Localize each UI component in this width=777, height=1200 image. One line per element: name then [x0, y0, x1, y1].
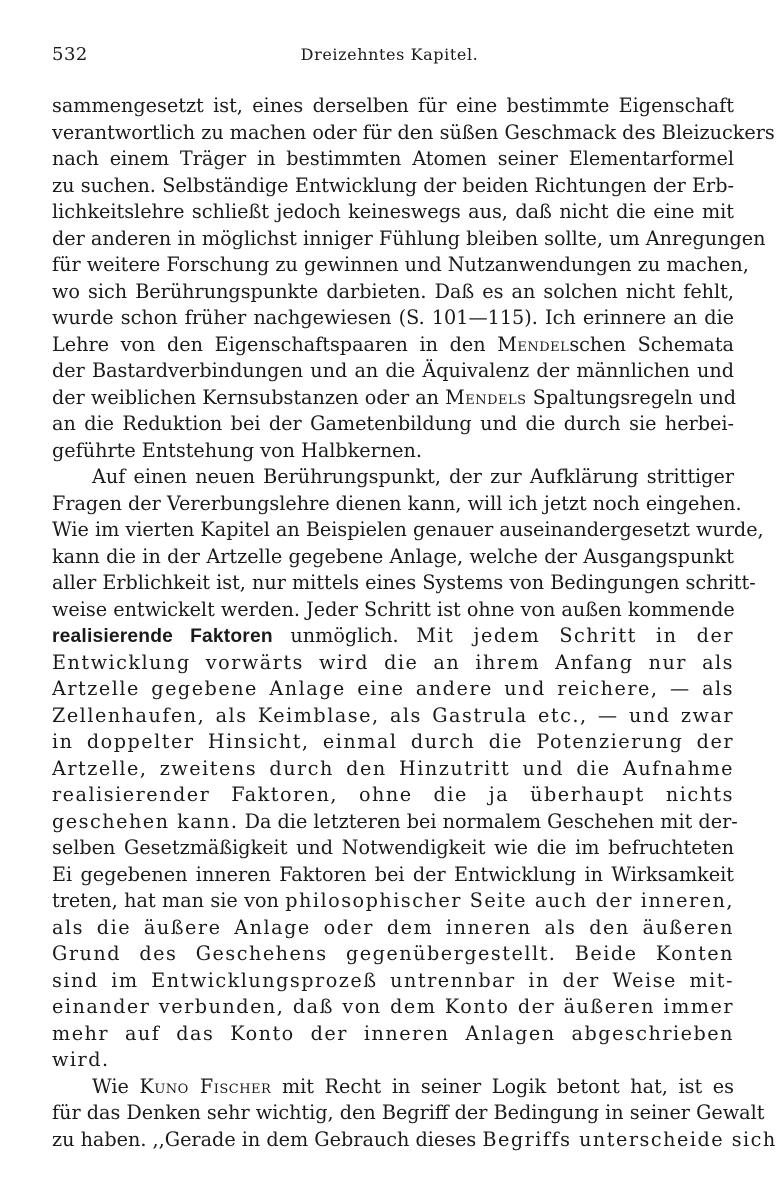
text-line: aller Erblichkeit ist, nur mittels eines Systems von Bedingungen schritt-: [52, 571, 756, 594]
text-line: selben Gesetzmäßigkeit und Notwendigkeit wie die im befruchteten: [52, 836, 734, 859]
text-line: sammengesetzt ist, eines derselben für eine bestimmte Eigenschaft: [52, 94, 734, 117]
running-head: Dreizehntes Kapitel.: [300, 45, 479, 64]
text-line: lichkeitslehre schließt jedoch keineswegs aus, daß nicht die eine mit: [52, 200, 734, 223]
author-name: Mendel: [497, 332, 570, 356]
emphasis-spaced: Begriffs unterscheide sich: [482, 1127, 777, 1151]
text-line: für weitere Forschung zu gewinnen und Nutzanwendungen zu machen,: [52, 253, 749, 276]
text-line: [52, 1074, 734, 1101]
text-run: Da die letzteren bei normalem Geschehen mit der-: [238, 809, 738, 833]
page-header: [52, 44, 727, 72]
text-line: Artzelle gegebene Anlage eine andere und reichere, — als: [52, 677, 734, 700]
emphasis-bold: realisierende Faktoren: [52, 626, 273, 647]
text-run: zu haben. ,,Gerade in dem Gebrauch dieses: [52, 1127, 483, 1151]
text-run: Spaltungsregeln und: [526, 385, 737, 409]
text-line: als die äußere Anlage oder dem inneren als den äußeren: [52, 915, 734, 939]
text-run: Lehre von den Eigenschaftspaaren in den: [52, 332, 498, 356]
emphasis-spaced: Mit jedem Schritt in der: [416, 624, 734, 647]
author-name: Kuno Fischer: [139, 1074, 272, 1098]
emphasis-spaced: geschehen kann.: [52, 809, 239, 833]
text-line: [52, 888, 734, 915]
text-line: [52, 385, 737, 412]
text-line: Zellenhaufen, als Keimblase, als Gastrula etc., — und zwar: [52, 703, 734, 727]
author-name: Mendels: [445, 385, 527, 409]
text-line: Ei gegebenen inneren Faktoren bei der Entwicklung in Wirksamkeit: [52, 862, 734, 886]
text-line: nach einem Träger in bestimmten Atomen seiner Elementarformel: [52, 147, 734, 170]
text-line: an die Reduktion bei der Gametenbildung und die durch sie herbei-: [52, 412, 734, 435]
emphasis-spaced: philosophischer Seite auch der inneren,: [285, 889, 734, 912]
text-line: [52, 623, 734, 650]
text-run: der weiblichen Kernsubstanzen oder an: [52, 385, 446, 409]
text-line: wird.: [52, 1048, 110, 1071]
text-line: verantwortlich zu machen oder für den süßen Geschmack des Bleizuckers: [52, 120, 775, 144]
text-line: [52, 809, 738, 836]
text-run: mit Recht in seiner Logik betont hat, ist es: [271, 1074, 734, 1098]
text-line: wo sich Berührungspunkte darbieten. Daß es an solchen nicht fehlt,: [52, 279, 734, 303]
text-line: zu suchen. Selbständige Entwicklung der beiden Richtungen der Erb-: [52, 173, 734, 197]
body-text: [52, 93, 777, 1153]
text-run: schen Schemata: [569, 332, 734, 356]
text-line: der Bastardverbindungen und an die Äquivalenz der männlichen und: [52, 359, 734, 382]
text-run: treten, hat man sie von: [52, 889, 286, 912]
text-line: für das Denken sehr wichtig, den Begriff der Bedingung in seiner Gewalt: [52, 1101, 765, 1124]
text-line: in doppelter Hinsicht, einmal durch die Potenzierung der: [52, 730, 734, 753]
text-run: unmöglich.: [272, 624, 417, 647]
page-number: 532: [52, 44, 88, 65]
text-line: geführte Entstehung von Halbkernen.: [52, 438, 422, 462]
text-line: sind im Entwicklungsprozeß untrennbar in der Weise mit-: [52, 968, 734, 992]
text-line: kann die in der Artzelle gegebene Anlage, welche der Ausgangspunkt: [52, 544, 734, 568]
text-line: Fragen der Vererbungslehre dienen kann, will ich jetzt noch eingehen.: [52, 491, 742, 515]
text-line: weise entwickelt werden. Jeder Schritt ist ohne von außen kommende: [52, 597, 735, 621]
text-line: Artzelle, zweitens durch den Hinzutritt und die Aufnahme: [52, 756, 734, 780]
text-line: [52, 1127, 777, 1154]
text-line: einander verbunden, daß von dem Konto der äußeren immer: [52, 995, 734, 1018]
text-line: der anderen in möglichst inniger Fühlung bleiben sollte, um Anregungen: [52, 226, 766, 250]
text-run: Wie: [92, 1074, 140, 1098]
text-line: realisierender Faktoren, ohne die ja überhaupt nichts: [52, 783, 734, 806]
text-line: Entwicklung vorwärts wird die an ihrem Anfang nur als: [52, 650, 734, 674]
text-line: wurde schon früher nachgewiesen (S. 101—115). Ich erinnere an die: [52, 306, 734, 329]
text-line: mehr auf das Konto der inneren Anlagen abgeschrieben: [52, 1021, 734, 1045]
text-line: [52, 332, 734, 359]
text-line: Auf einen neuen Berührungspunkt, der zur Aufklärung strittiger: [92, 465, 734, 488]
text-line: Grund des Geschehens gegenübergestellt. Beide Konten: [52, 942, 734, 965]
text-line: Wie im vierten Kapitel an Beispielen genauer auseinandergesetzt wurde,: [52, 518, 764, 541]
